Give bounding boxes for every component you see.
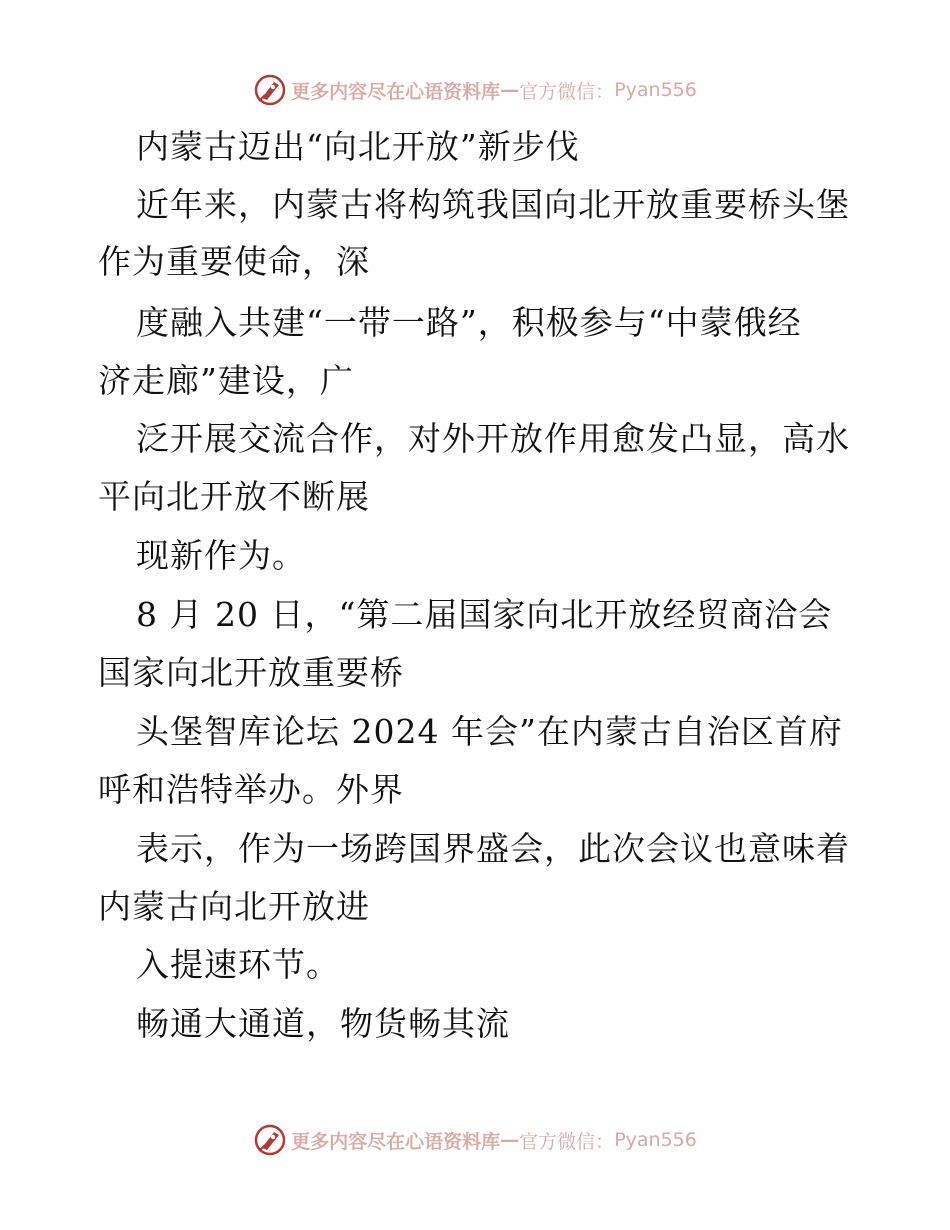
paragraph-line: 头堡智库论坛 2024 年会”在内蒙古自治区首府 [136,712,843,751]
paragraph-line: 8 月 20 日，“第二届国家向北开放经贸商洽会 [136,595,833,634]
paragraph-line: 内蒙古向北开放进 [98,887,370,926]
paragraph-line: 济走廊”建设，广 [98,361,354,400]
document-title: 内蒙古迈出“向北开放”新步伐 [136,127,580,166]
paragraph-line: 表示，作为一场跨国界盛会，此次会议也意味着 [136,829,850,868]
paragraph-line: 作为重要使命，深 [98,242,370,281]
paragraph-line: 近年来，内蒙古将构筑我国向北开放重要桥头堡 [136,185,850,224]
pen-nib-seal-icon [253,1123,287,1157]
footer-watermark [0,1120,950,1160]
watermark-wechat-id: Pyan556 [614,1129,697,1151]
paragraph-line: 现新作为。 [136,536,306,575]
paragraph-line: 平向北开放不断展 [98,477,370,516]
paragraph-line: 国家向北开放重要桥 [98,653,404,692]
paragraph-line: 呼和浩特举办。外界 [98,770,404,809]
watermark-separator: — [500,1129,520,1151]
watermark-wechat-label: 官方微信： [519,80,615,103]
paragraph-line: 入提速环节。 [136,945,340,984]
watermark-wechat-label: 官方微信： [519,1130,615,1153]
section-heading: 畅通大通道，物货畅其流 [136,1004,510,1043]
watermark-brand: 更多内容尽在心语资料库 [291,1130,501,1153]
paragraph-line: 泛开展交流合作，对外开放作用愈发凸显，高水 [136,419,850,458]
watermark-separator: — [500,79,520,101]
watermark-wechat-id: Pyan556 [614,79,697,101]
watermark-brand: 更多内容尽在心语资料库 [291,80,501,103]
paragraph-line: 度融入共建“一带一路”，积极参与“中蒙俄经 [136,303,802,342]
